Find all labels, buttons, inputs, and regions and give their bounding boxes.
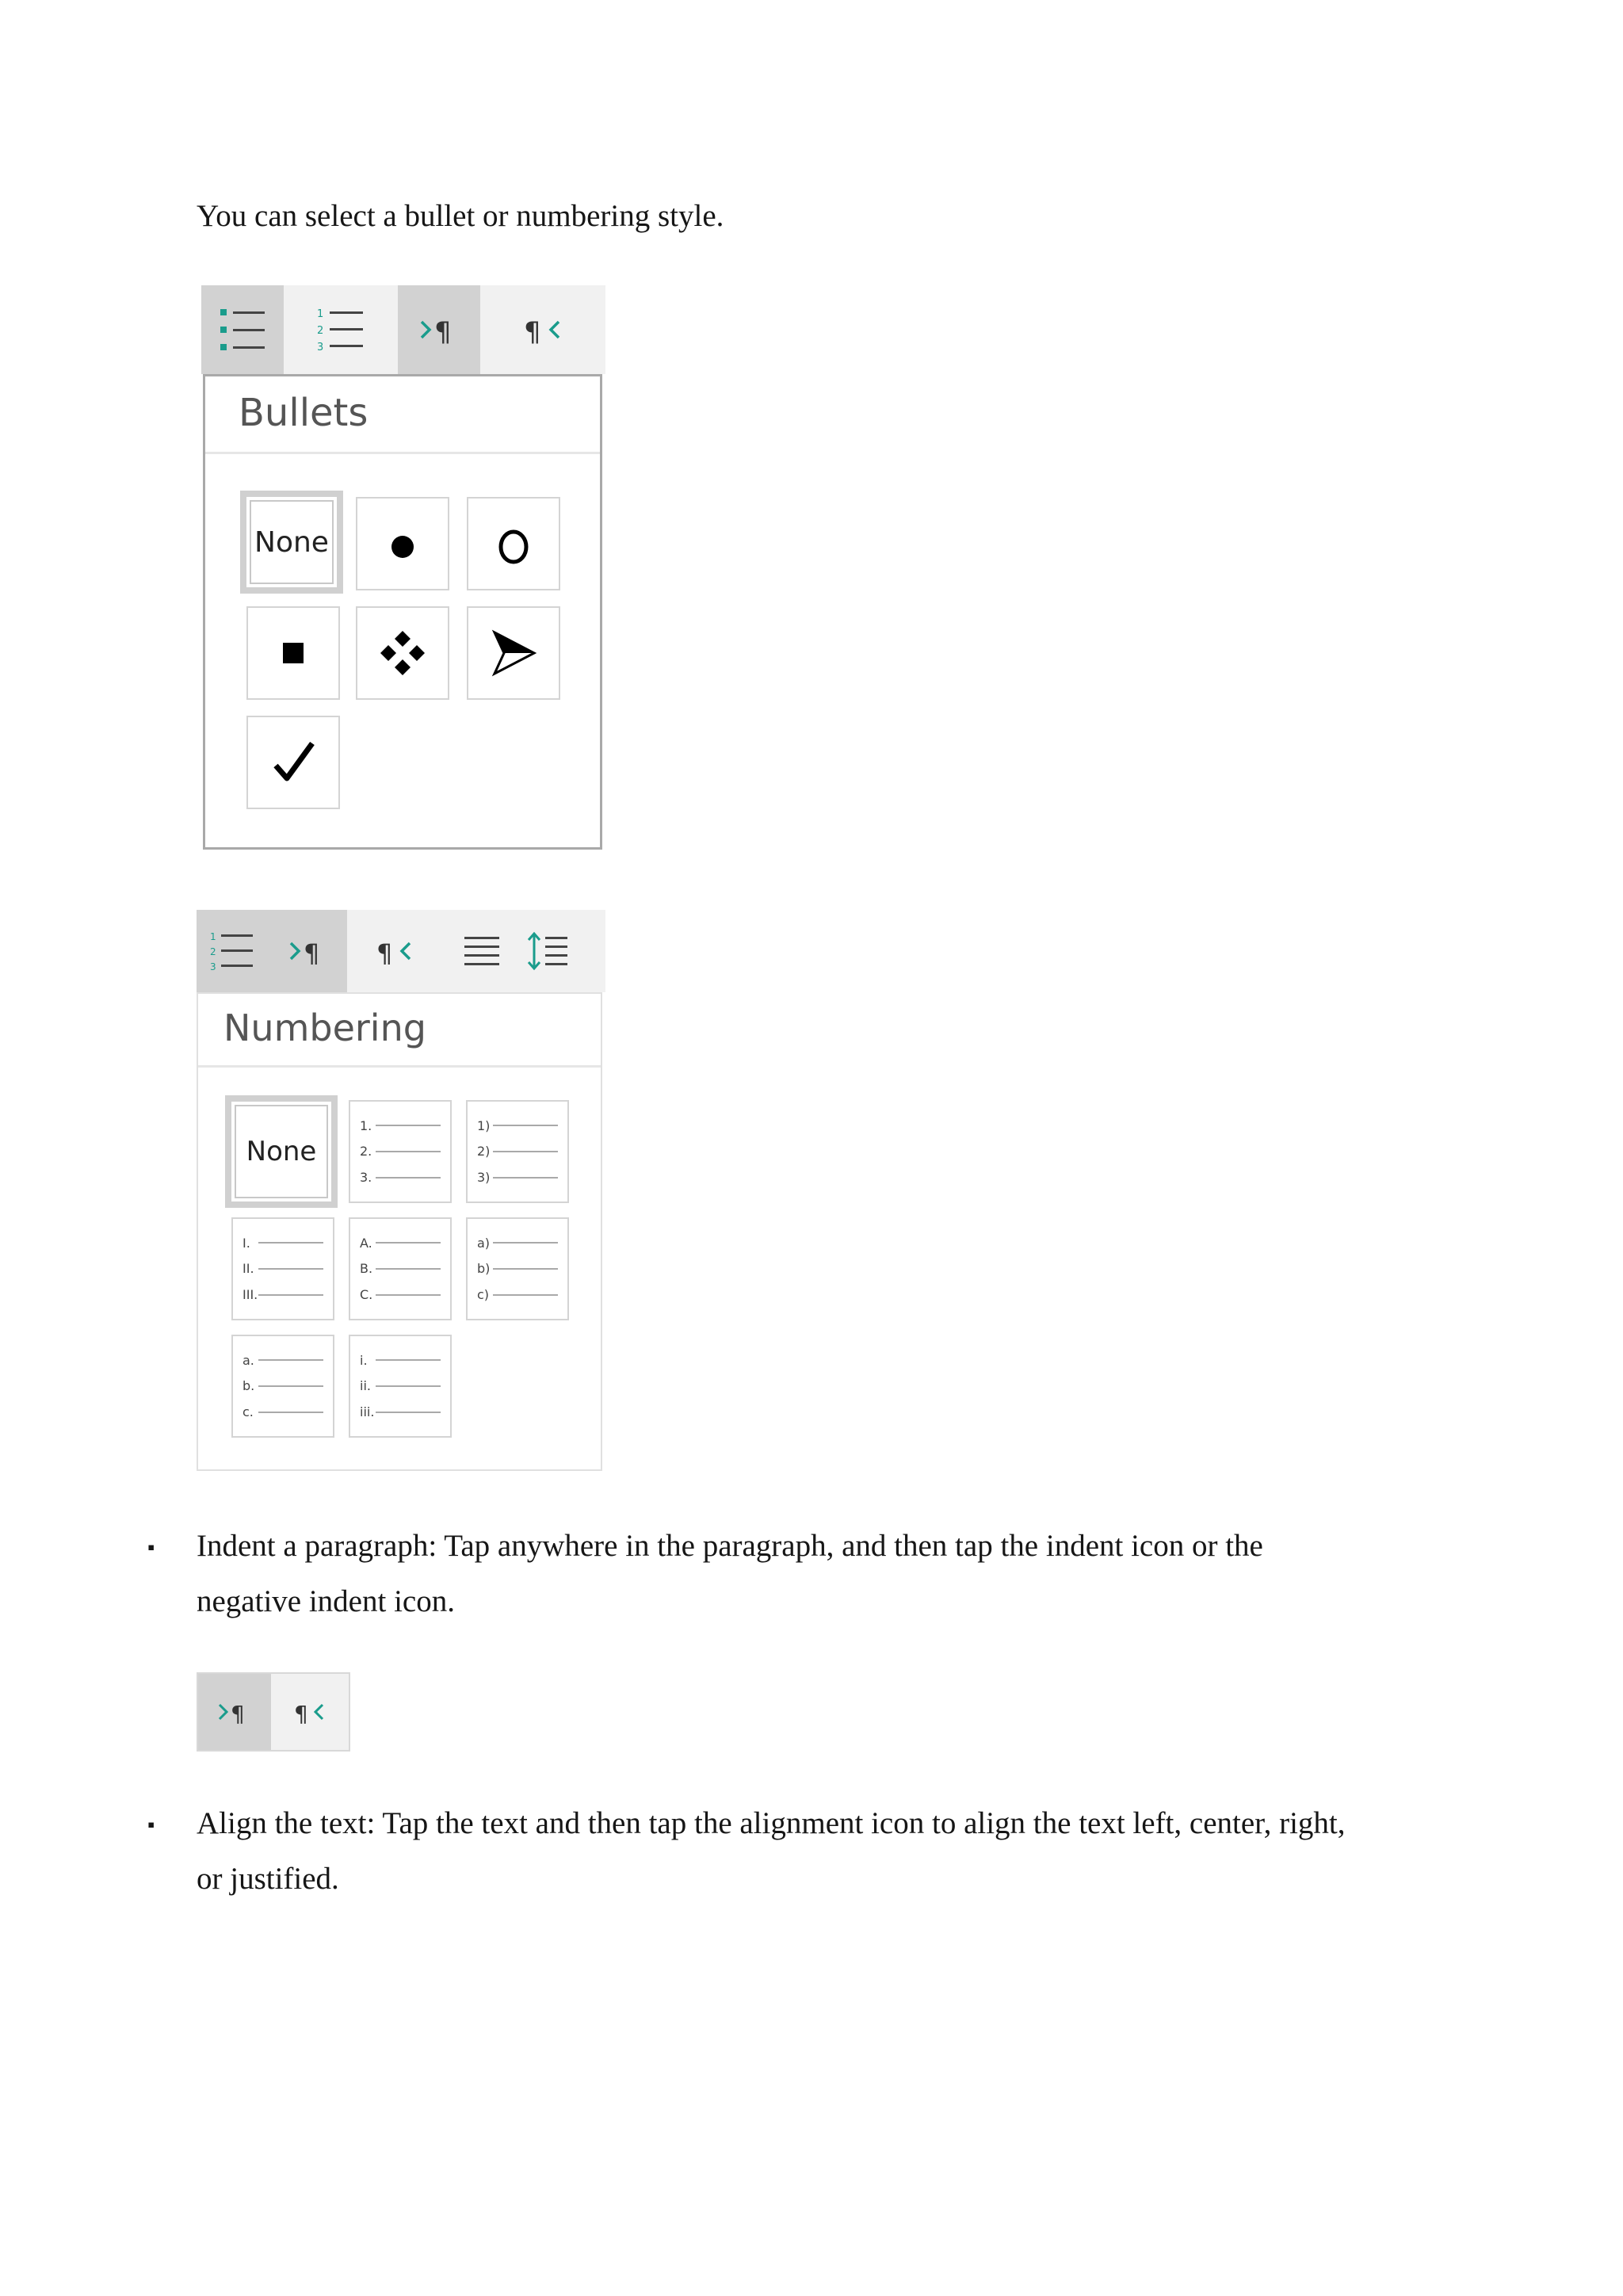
number-marker: ii. bbox=[360, 1378, 371, 1394]
numbering-title-divider bbox=[198, 1065, 601, 1068]
number-marker: 1. bbox=[360, 1117, 372, 1133]
bullet-marker: ▪ bbox=[147, 1813, 155, 1836]
number-marker: iii. bbox=[360, 1404, 375, 1420]
numbered-list-icon bbox=[210, 930, 254, 972]
bullet-none-label: None bbox=[254, 525, 329, 559]
number-marker: III. bbox=[242, 1287, 258, 1303]
bullet-option-square[interactable] bbox=[246, 606, 340, 700]
numbering-option-4[interactable] bbox=[349, 1217, 452, 1320]
number-marker: i. bbox=[360, 1352, 368, 1368]
numbering-toolbar bbox=[197, 910, 605, 992]
svg-text:¶: ¶ bbox=[304, 938, 320, 967]
negative-indent-icon bbox=[375, 935, 414, 967]
svg-text:¶: ¶ bbox=[231, 1701, 245, 1726]
bulleted-list-button[interactable] bbox=[201, 285, 284, 374]
intro-text: You can select a bullet or numbering style. bbox=[197, 199, 724, 233]
numbering-option-2[interactable] bbox=[466, 1100, 569, 1203]
negative-indent-button-3[interactable] bbox=[271, 1674, 349, 1750]
svg-text:¶: ¶ bbox=[524, 316, 541, 346]
number-marker: b. bbox=[242, 1378, 255, 1394]
number-marker: a. bbox=[242, 1352, 254, 1368]
arrowhead-icon bbox=[490, 629, 537, 677]
bullet-option-diamond-cluster[interactable] bbox=[356, 606, 449, 700]
number-marker: B. bbox=[360, 1261, 373, 1277]
numbering-option-5[interactable] bbox=[466, 1217, 569, 1320]
check-mark-icon bbox=[269, 739, 317, 786]
indent-icon bbox=[418, 314, 460, 346]
bullet-option-check-mark[interactable] bbox=[246, 716, 340, 809]
bullet-option-filled-circle[interactable] bbox=[356, 497, 449, 590]
numbering-option-none[interactable] bbox=[231, 1102, 331, 1201]
bulleted-list-icon bbox=[219, 308, 266, 352]
svg-text:2: 2 bbox=[317, 325, 324, 337]
numbering-dropdown bbox=[197, 992, 602, 1471]
negative-indent-icon bbox=[522, 314, 563, 346]
bullets-toolbar bbox=[201, 285, 605, 374]
number-marker: II. bbox=[242, 1261, 254, 1277]
number-marker: I. bbox=[242, 1235, 250, 1251]
number-marker: 3) bbox=[477, 1170, 491, 1186]
svg-text:3: 3 bbox=[317, 342, 324, 352]
indent-button-3[interactable] bbox=[198, 1674, 271, 1750]
number-marker: b) bbox=[477, 1261, 491, 1277]
svg-text:¶: ¶ bbox=[294, 1701, 308, 1726]
numbered-list-icon bbox=[317, 308, 365, 352]
bullets-dropdown bbox=[203, 374, 602, 850]
svg-text:¶: ¶ bbox=[376, 938, 393, 967]
svg-text:1: 1 bbox=[210, 931, 216, 942]
svg-text:¶: ¶ bbox=[434, 316, 452, 346]
bullet-item-align-line2: or justified. bbox=[197, 1862, 339, 1896]
indent-icon bbox=[217, 1698, 252, 1726]
line-spacing-button[interactable] bbox=[521, 910, 605, 992]
number-marker: 3. bbox=[360, 1170, 372, 1186]
svg-text:3: 3 bbox=[210, 961, 216, 972]
bullet-option-arrowhead[interactable] bbox=[467, 606, 560, 700]
numbering-panel bbox=[197, 910, 605, 1473]
number-marker: 1) bbox=[477, 1117, 491, 1133]
svg-text:2: 2 bbox=[210, 946, 216, 957]
numbering-option-7[interactable] bbox=[349, 1335, 452, 1438]
bullet-item-indent-line1: Indent a paragraph: Tap anywhere in the paragraph, and then tap the indent icon or the bbox=[197, 1529, 1263, 1563]
numbered-list-button-2[interactable] bbox=[197, 910, 268, 992]
bullet-option-none[interactable] bbox=[246, 497, 337, 587]
bullets-title-divider bbox=[205, 452, 600, 454]
bullet-item-align-line1: Align the text: Tap the text and then tap the alignment icon to align the text left, center, right, bbox=[197, 1806, 1346, 1840]
numbering-option-1[interactable] bbox=[349, 1100, 452, 1203]
number-marker: A. bbox=[360, 1235, 372, 1251]
justify-align-button[interactable] bbox=[442, 910, 521, 992]
bullet-option-hollow-circle[interactable] bbox=[467, 497, 560, 590]
indent-icon bbox=[288, 935, 327, 967]
diamond-cluster-icon bbox=[379, 629, 426, 677]
line-spacing-icon bbox=[526, 930, 567, 972]
numbering-none-label: None bbox=[246, 1136, 317, 1167]
indent-button[interactable] bbox=[398, 285, 480, 374]
number-marker: C. bbox=[360, 1287, 373, 1303]
bullet-marker: ▪ bbox=[147, 1536, 155, 1559]
negative-indent-icon bbox=[292, 1698, 327, 1726]
number-marker: 2. bbox=[360, 1144, 372, 1159]
negative-indent-button[interactable] bbox=[480, 285, 605, 374]
number-marker: c) bbox=[477, 1287, 490, 1303]
square-icon bbox=[283, 643, 304, 663]
indent-button-2[interactable] bbox=[268, 910, 347, 992]
numbering-title: Numbering bbox=[223, 1007, 426, 1049]
bullets-panel bbox=[201, 285, 605, 852]
bullet-item-indent-line2: negative indent icon. bbox=[197, 1584, 455, 1618]
bullets-title: Bullets bbox=[239, 391, 369, 435]
negative-indent-button-2[interactable] bbox=[347, 910, 442, 992]
indent-toolbar bbox=[197, 1672, 350, 1752]
numbering-option-6[interactable] bbox=[231, 1335, 334, 1438]
numbering-option-3[interactable] bbox=[231, 1217, 334, 1320]
filled-circle-icon bbox=[387, 531, 418, 563]
number-marker: a) bbox=[477, 1235, 491, 1251]
number-marker: 2) bbox=[477, 1144, 491, 1159]
justify-align-icon bbox=[463, 934, 501, 968]
hollow-circle-icon bbox=[495, 528, 533, 566]
number-marker: c. bbox=[242, 1404, 254, 1420]
svg-text:1: 1 bbox=[317, 308, 324, 320]
numbered-list-button[interactable] bbox=[284, 285, 398, 374]
